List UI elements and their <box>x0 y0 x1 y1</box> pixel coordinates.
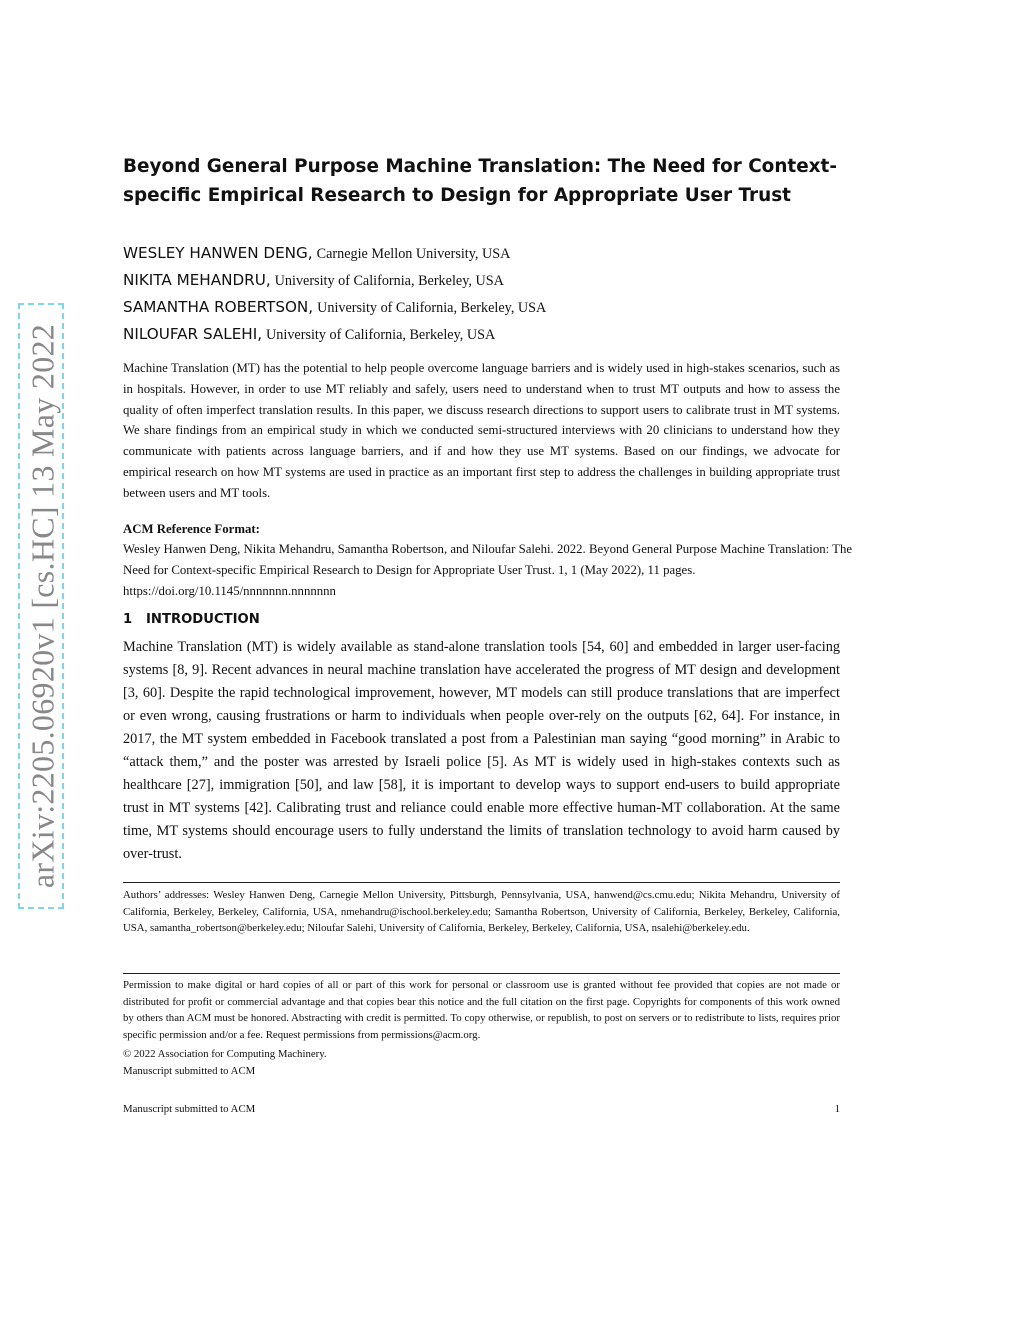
author-entry <box>123 240 840 267</box>
authors-addresses: Authors’ addresses: Wesley Hanwen Deng, Carnegie Mellon University, Pittsburgh, Pennsylvania, USA, hanwend@cs.cmu.edu; Nikita Mehandru, University of California, Berkeley, Berkeley, California, USA, nmehandru@ischool.berkeley.edu; Samantha Robertson, University of California, Berkeley, Berkeley, California, USA, samantha_robertson@berkeley.edu; Niloufar Salehi, University of California, Berkeley, Berkeley, California, USA, nsalehi@berkeley.edu. <box>123 889 840 935</box>
page-footer <box>123 1101 840 1117</box>
section-heading <box>123 611 260 629</box>
author-name: SAMANTHA ROBERTSON, <box>123 298 314 316</box>
author-name: NIKITA MEHANDRU, <box>123 271 271 289</box>
manuscript-note: Manuscript submitted to ACM <box>123 1065 256 1077</box>
permission-notice: Permission to make digital or hard copies of all or part of this work for personal or classroom use is granted without fee provided that copies are not made or distributed for profit or commercial advantage and that copies bear this notice and the full citation on the first page. Copyrights for components of this work owned by others than ACM must be honored. Abstracting with credit is permitted. To copy otherwise, or republish, to post on servers or to redistribute to lists, requires prior specific permission and/or a fee. Request permissions from permissions@acm.org. <box>123 979 840 1041</box>
arxiv-stamp: arXiv:2205.06920v1 [cs.HC] 13 May 2022 <box>24 323 61 889</box>
reference-format-text: Wesley Hanwen Deng, Nikita Mehandru, Samantha Robertson, and Niloufar Salehi. 2022. Beyond General Purpose Machine Translation: The Need for Context-specific Empirical Research to Design for Appropriate User Trust. 1, 1 (May 2022), 11 pages. https://doi.org/10.1145/nnnnnnn.nnnnnnn <box>123 542 853 598</box>
section-number: 1 <box>123 612 133 627</box>
author-entry <box>123 321 840 348</box>
author-affiliation: University of California, Berkeley, USA <box>274 273 504 289</box>
author-affiliation: University of California, Berkeley, USA <box>266 327 496 343</box>
reference-format-heading: ACM Reference Format: <box>123 522 260 536</box>
author-entry <box>123 294 840 321</box>
paper-title: Beyond General Purpose Machine Translation: The Need for Context-specific Empirical Research to Design for Appropriate User Trust <box>123 156 837 206</box>
author-affiliation: Carnegie Mellon University, USA <box>316 246 511 262</box>
page-number: 1 <box>834 1103 840 1115</box>
footnote-divider <box>123 882 840 883</box>
author-list <box>123 240 840 348</box>
footer-venue: Manuscript submitted to ACM <box>123 1103 256 1115</box>
permission-divider <box>123 973 840 974</box>
author-name: WESLEY HANWEN DENG, <box>123 244 313 262</box>
copyright-line: © 2022 Association for Computing Machinery. <box>123 1048 327 1060</box>
author-affiliation: University of California, Berkeley, USA <box>317 300 547 316</box>
author-name: NILOUFAR SALEHI, <box>123 325 263 343</box>
section-title: INTRODUCTION <box>146 612 260 627</box>
introduction-paragraph: Machine Translation (MT) is widely available as stand-alone translation tools [54, 60] and embedded in larger user-facing systems [8, 9]. Recent advances in neural machine translation have accelerated the progress of MT design and development [3, 60]. Despite the rapid technological improvement, however, MT models can still produce translations that are imperfect or even wrong, causing frustrations or harm to individuals when people over-rely on the outputs [62, 64]. For instance, in 2017, the MT system embedded in Facebook translated a post from a Palestinian man saying “good morning” in Arabic to “attack them,” and the poster was arrested by Israeli police [5]. As MT is widely used in high-stakes contexts such as healthcare [27], immigration [50], and law [58], it is important to develop ways to support end-users to build appropriate trust in MT systems [42]. Calibrating trust and reliance could enable more effective human-MT collaboration. At the same time, MT systems should encourage users to fully understand the limits of translation technology to avoid harm caused by over-trust. <box>123 639 840 862</box>
author-entry <box>123 267 840 294</box>
abstract: Machine Translation (MT) has the potential to help people overcome language barriers and is widely used in high-stakes scenarios, such as in hospitals. However, in order to use MT reliably and safely, users need to understand when to trust MT outputs and how to assess the quality of often imperfect translation results. In this paper, we discuss research directions to support users to calibrate trust in MT systems. We share findings from an empirical study in which we conducted semi-structured interviews with 20 clinicians to understand how they communicate with patients across language barriers, and if and how they use MT systems. Based on our findings, we advocate for empirical research on how MT systems are used in practice as an important first step to address the challenges in building appropriate trust between users and MT tools. <box>123 361 840 500</box>
